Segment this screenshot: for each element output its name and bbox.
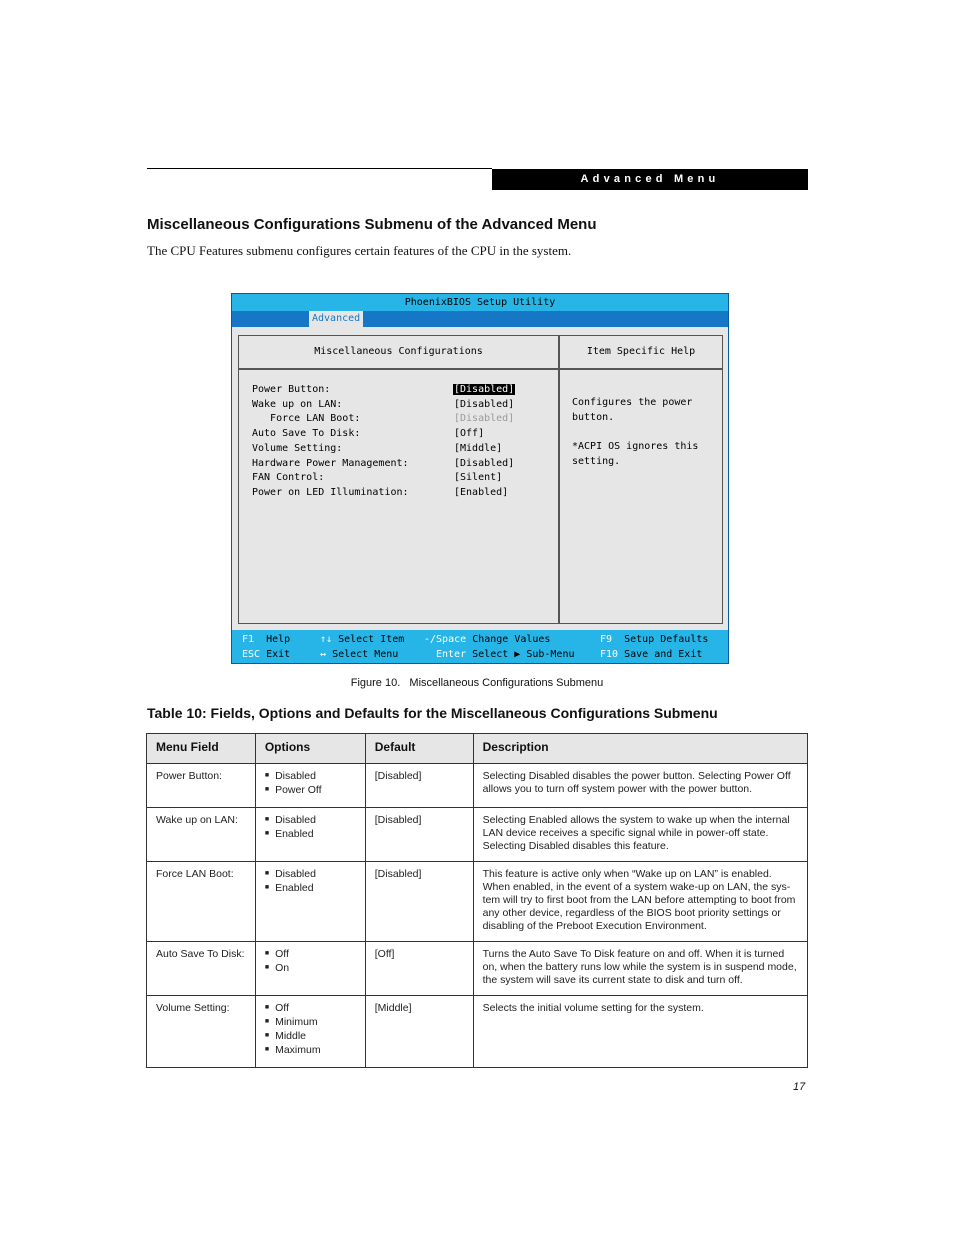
footer-key-select-menu: ↔ Select Menu — [320, 649, 399, 660]
footer-key-change-values: -/Space Change Values — [424, 634, 551, 645]
cell-field: Power Button: — [147, 764, 256, 808]
bios-field-value[interactable]: [Enabled] — [454, 486, 509, 498]
bios-footer-keys — [232, 630, 728, 663]
header-rule — [147, 168, 492, 169]
cell-options: ■ Off ■ Minimum ■ Middle ■ Maximum — [255, 996, 365, 1068]
figure-caption: Figure 10. Miscellaneous Configurations Submenu — [350, 677, 604, 689]
bios-field-label: Wake up on LAN: — [252, 398, 343, 410]
table-row — [147, 764, 808, 808]
intro-paragraph: The CPU Features submenu configures certain features of the CPU in the system. — [147, 243, 572, 258]
section-header-bar: Advanced Menu — [492, 169, 808, 190]
bios-field-value[interactable]: [Off] — [454, 428, 485, 440]
help-panel-title: Item Specific Help — [586, 346, 696, 357]
bios-field-label: Power Button: — [252, 384, 331, 395]
table-title: Table 10: Fields, Options and Defaults for the Miscellaneous Configurations Submenu — [147, 705, 718, 721]
footer-key-setup-defaults: F9 Setup Defaults — [600, 634, 709, 645]
cell-field: Wake up on LAN: — [147, 808, 256, 862]
cell-default: [Middle] — [365, 996, 473, 1068]
bios-field-label: Force LAN Boot: — [252, 413, 361, 425]
settings-panel-title: Miscellaneous Configurations — [314, 346, 483, 357]
item-help-text: Configures the power button. *ACPI OS ignores this setting. — [572, 397, 699, 467]
section-title: Miscellaneous Configurations Submenu of the Advanced Menu — [147, 216, 597, 233]
footer-key-help: F1 Help — [242, 634, 291, 645]
table-row — [147, 862, 808, 942]
footer-key-save-exit: F10 Save and Exit — [600, 649, 703, 660]
bios-field-label: Auto Save To Disk: — [252, 428, 361, 440]
bios-field-label: FAN Control: — [252, 472, 325, 484]
col-header-default: Default — [365, 734, 473, 764]
bios-menu-bar — [232, 311, 728, 327]
bios-field-label: Hardware Power Management: — [252, 457, 409, 469]
bios-field-value[interactable]: [Disabled] — [454, 398, 515, 410]
bios-field-value: [Disabled] — [454, 413, 515, 425]
cell-description: Selects the initial volume setting for the system. — [473, 996, 807, 1068]
table-row — [147, 942, 808, 996]
col-header-description: Description — [473, 734, 807, 764]
settings-panel-header — [238, 335, 559, 369]
help-panel-header — [559, 335, 723, 369]
cell-description: Selecting Enabled allows the system to wake up when the internal LAN device receives a specific signal while in power-off state. Selecting Disabled disables this feature. — [473, 808, 807, 862]
bios-tab-advanced[interactable]: Advanced — [309, 311, 363, 327]
table-header-row — [147, 734, 808, 764]
col-header-options: Options — [255, 734, 365, 764]
table-row — [147, 996, 808, 1068]
cell-default: [Off] — [365, 942, 473, 996]
cell-default: [Disabled] — [365, 808, 473, 862]
col-header-menu-field: Menu Field — [147, 734, 256, 764]
table-row — [147, 808, 808, 862]
bios-field-value[interactable]: [Disabled] — [454, 457, 515, 469]
bios-title-bar: PhoenixBIOS Setup Utility — [232, 294, 728, 311]
bios-field-label: Volume Setting: — [252, 442, 343, 454]
footer-key-select-item: ↑↓ Select Item — [320, 634, 405, 645]
cell-field: Auto Save To Disk: — [147, 942, 256, 996]
footer-key-exit: ESC Exit — [242, 649, 291, 660]
cell-default: [Disabled] — [365, 862, 473, 942]
bios-field-value[interactable]: [Silent] — [454, 472, 503, 484]
options-table — [146, 733, 808, 1068]
cell-description: This feature is active only when “Wake up on LAN” is enabled. When enabled, in the event of a system wake-up on LAN, the sys-tem will try to first boot from the LAN before attempting to boot from any other device, regardless of the BIOS boot priority settings or disabling of the Preboot Execution Environment. — [473, 862, 807, 942]
bios-field-value[interactable]: [Middle] — [454, 442, 503, 454]
cell-field: Force LAN Boot: — [147, 862, 256, 942]
footer-key-select-submenu: Enter Select ▶ Sub-Menu — [436, 649, 575, 660]
cell-field: Volume Setting: — [147, 996, 256, 1068]
page-number: 17 — [793, 1081, 806, 1093]
bios-screenshot — [231, 293, 729, 664]
cell-options: ■ Disabled ■ Power Off — [255, 764, 365, 808]
cell-description: Turns the Auto Save To Disk feature on and off. When it is turned on, when the battery runs low while the system is in suspend mode, the system will save its current state to disk and turn off. — [473, 942, 807, 996]
cell-description: Selecting Disabled disables the power button. Selecting Power Off allows you to turn off system power with the power button. — [473, 764, 807, 808]
bios-field-label: Power on LED Illumination: — [252, 486, 409, 498]
cell-options: ■ Off ■ On — [255, 942, 365, 996]
bios-field-value[interactable]: [Disabled] — [454, 384, 515, 395]
cell-options: ■ Disabled ■ Enabled — [255, 862, 365, 942]
cell-options: ■ Disabled ■ Enabled — [255, 808, 365, 862]
cell-default: [Disabled] — [365, 764, 473, 808]
